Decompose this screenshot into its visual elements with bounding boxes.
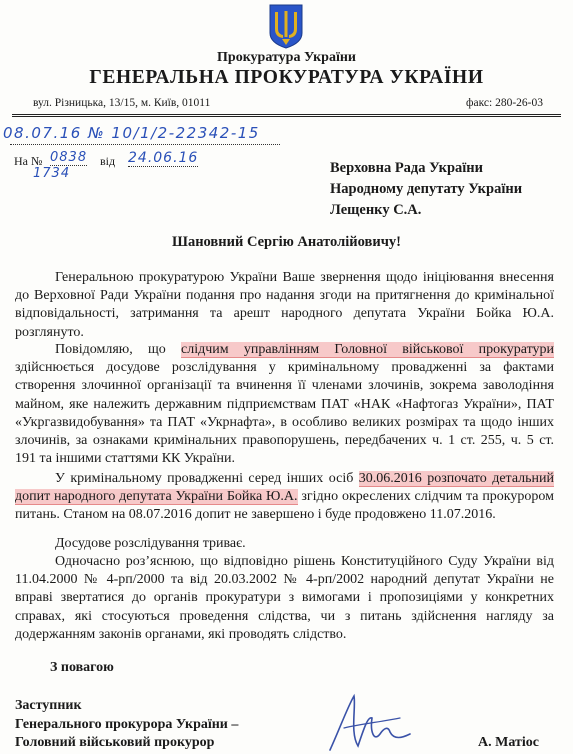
paragraph-3 (15, 470, 554, 525)
signatory-title-line-3: Головний військовий прокурор (15, 735, 215, 750)
organization-title: ГЕНЕРАЛЬНА ПРОКУРАТУРА УКРАЇНИ (89, 67, 484, 88)
signatory-title-line-1: Заступник (15, 698, 82, 713)
paragraph-2 (15, 341, 554, 468)
tryzub-emblem-icon (268, 3, 304, 49)
paragraph-4 (15, 535, 554, 553)
header-divider-second (12, 116, 561, 117)
handwritten-signature (310, 688, 430, 754)
paragraph-1-text: Генеральною прокуратурою України Ваше звернення щодо ініціювання внесення до Верховної Ради України подання про надання згоди на притягнення до кримінальної відповідальності, затримання та арешт народного депутата України Бойка Ю.А. розглянуто. (15, 270, 554, 340)
signatory-title-line-2: Генерального прокурора України – (15, 716, 239, 732)
paragraph-3-text-b: згідно окреслених слідчим та прокурором питань. Станом на 08.07.2016 допит не завершено і буде продовжено 11.07.2016. (15, 489, 555, 523)
recipient-line-2: Народному депутату України (330, 181, 523, 197)
paragraph-2-text-a: Повідомляю, що (55, 342, 181, 357)
header-divider (12, 114, 561, 115)
outgoing-registration-number: 08.07.16 № 10/1/2-22342-15 (3, 124, 260, 142)
paragraph-1 (15, 269, 554, 342)
closing-regards: З повагою (50, 660, 114, 675)
organization-subtitle: Прокуратура України (217, 50, 356, 65)
signatory-name: А. Матіос (478, 735, 539, 750)
reference-date-value: 24.06.16 (128, 150, 199, 166)
paragraph-5-text: Одночасно роз’яснюю, що відповідно рішень Конституційного Суду України від 11.04.2000 № 4-рп/2000 та від 20.03.2002 № 4-рп/2002 народний депутат України не вправі звертатися до органів прокуратури з вимогами і пропозиціями у конкретних справах, які стосуються проведення слідства, чи з питань здійснення нагляду за додержанням законів органами, які проводять слідство. (15, 554, 554, 642)
recipient-line-1: Верховна Рада України (330, 160, 483, 176)
recipient-line-3: Лещенку С.А. (330, 202, 422, 218)
signatory-title (15, 697, 238, 753)
registration-underline (10, 144, 280, 145)
highlight-interrogation: 30.06.2016 розпочато детальний допит народного депутата України Бойка Ю.А. (15, 471, 555, 505)
reference-date-label: від (100, 154, 116, 168)
incoming-number: 1734 (33, 166, 71, 181)
organization-address: вул. Різницька, 13/15, м. Київ, 01011 (33, 97, 211, 109)
paragraph-4-text: Досудове розслідування триває. (55, 536, 246, 551)
paragraph-3-text-a: У кримінальному провадженні серед інших осіб (55, 471, 359, 486)
organization-fax: факс: 280-26-03 (466, 97, 543, 109)
paragraph-2-text-b: здійснюється досудове розслідування у кримінальному провадженні за фактами створення злочинної організації та вчинення її членами злочинів, зокрема заволодіння майном, яке належить державним підприємствам ПАТ «НАК «Нафтогаз України», ПАТ «Укргазвидобування» та ПАТ «Укрнафта», в особливо великих розмірах та щодо інших злочинів, за ознаками кримінальних правопорушень, передбачених ч. 1 ст. 255, ч. 5 ст. 191 та іншими статтями КК України. (15, 360, 554, 467)
reference-number-value: 0838 (50, 150, 88, 165)
reference-number-label: На № (14, 154, 43, 168)
salutation: Шановний Сергію Анатолійовичу! (172, 234, 401, 250)
paragraph-5 (15, 553, 554, 644)
recipient-block (330, 158, 522, 221)
highlight-investigative-department: слідчим управлінням Головної військової прокуратури (181, 342, 555, 357)
